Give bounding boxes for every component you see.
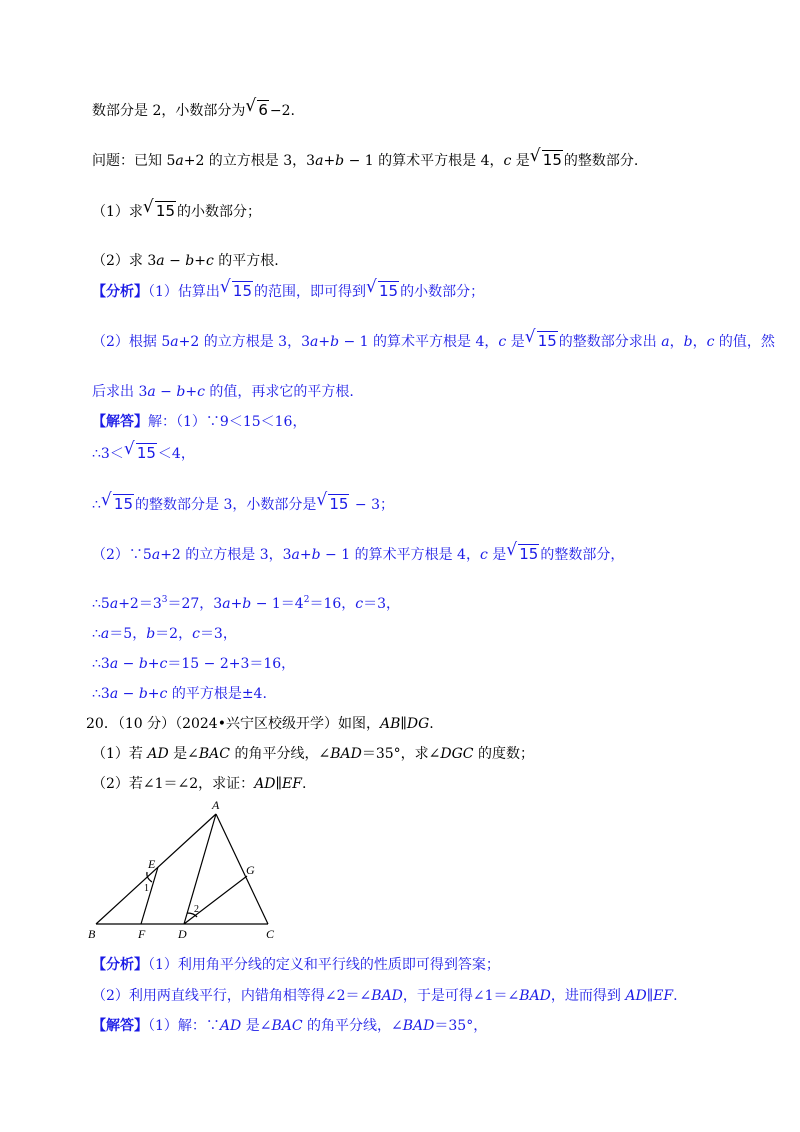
var: a: [109, 686, 119, 702]
var: EF: [282, 776, 302, 792]
var: a: [661, 334, 670, 350]
text: 后求出 3: [92, 384, 148, 400]
text: ∴3＜: [92, 446, 124, 462]
var: b: [176, 384, 186, 400]
text: − 3；: [350, 497, 395, 513]
label-d: D: [178, 927, 187, 941]
text: − 1 的算术平方根是 4，: [339, 334, 499, 350]
exponent: 2: [303, 595, 310, 605]
text: −: [118, 686, 139, 702]
sqrt-15: [526, 331, 558, 351]
text: 是∠: [168, 746, 199, 762]
line-ad: [184, 814, 216, 924]
var: a: [147, 384, 156, 400]
label-angle-1: 1: [144, 883, 149, 894]
text: ∴3: [92, 656, 110, 672]
solution-line-5: [92, 594, 400, 614]
var: b: [185, 253, 195, 269]
var: c: [479, 547, 488, 563]
solution-line-3: [92, 494, 394, 515]
var: c: [205, 253, 214, 269]
text: （1）估算出: [148, 284, 220, 300]
analysis-line-1: [92, 281, 484, 302]
var: a: [309, 334, 319, 350]
text: 的整数部分，: [540, 547, 625, 563]
var: b: [330, 334, 340, 350]
text: +: [194, 253, 206, 269]
problem-statement: [92, 150, 638, 171]
var: c: [197, 384, 205, 400]
text: ∴: [92, 497, 101, 513]
var: c: [706, 334, 715, 350]
text: 的平方根.: [213, 253, 279, 269]
label-f: F: [138, 927, 146, 941]
var: c: [498, 334, 507, 350]
solution-line-4: [92, 544, 624, 565]
text: ，: [692, 334, 707, 350]
var: AD: [147, 746, 169, 762]
var: c: [503, 153, 512, 169]
text: ，于是可得∠1＝∠: [402, 988, 520, 1004]
radicand: 15: [537, 332, 557, 350]
var: b: [242, 596, 252, 612]
var: a: [315, 153, 324, 169]
text: 是: [506, 334, 525, 350]
text: 的整数部分求出: [558, 334, 662, 350]
text: +: [230, 596, 243, 612]
text: +2 的立方根是 3，3: [160, 547, 292, 563]
text: ，进而得到: [550, 988, 626, 1004]
text: +: [147, 656, 160, 672]
var: a: [151, 547, 161, 563]
sqrt-15: [102, 494, 134, 514]
solution-line-8: [92, 684, 267, 704]
radicand: 15: [519, 545, 539, 563]
geometry-figure: [84, 796, 304, 946]
text: ＝35°，求∠: [361, 746, 441, 762]
text: −: [118, 656, 139, 672]
text: ＝27，3: [167, 596, 223, 612]
var: BAC: [271, 1018, 303, 1034]
sqrt-15: [531, 150, 563, 170]
text: 的平方根是±4.: [167, 686, 267, 702]
var: a: [175, 153, 184, 169]
sqrt-15: [507, 544, 539, 564]
text: +2 的立方根是 3，3: [183, 153, 316, 169]
text: ∴3: [92, 686, 110, 702]
var: c: [159, 656, 168, 672]
text: （2）∵5: [92, 547, 152, 563]
text: 是: [511, 153, 530, 169]
text: +: [323, 153, 336, 169]
text: −2.: [269, 103, 295, 119]
text: （1）解：∵: [148, 1018, 220, 1034]
text: 的小数部分；: [400, 284, 485, 300]
analysis-line-3: [92, 382, 354, 402]
text: 的范围，即可得到: [254, 284, 367, 300]
text: 的整数部分.: [563, 153, 639, 169]
var: BAD: [402, 1018, 435, 1034]
var: DGC: [440, 746, 474, 762]
sqrt-15: [367, 281, 399, 301]
sqrt-15: [144, 201, 176, 221]
text: ＝16，: [309, 596, 356, 612]
radicand: 15: [329, 495, 349, 513]
text: ∴: [92, 626, 101, 642]
var: BAD: [330, 746, 362, 762]
text-line-1: [92, 100, 295, 121]
var: b: [138, 656, 148, 672]
text: ＝2，: [155, 626, 193, 642]
var: a: [156, 253, 165, 269]
text: ∥: [275, 776, 282, 792]
var: a: [291, 547, 300, 563]
var: b: [311, 547, 321, 563]
var: a: [170, 334, 179, 350]
text: ＝15 − 2+3＝16，: [167, 656, 296, 672]
text: +2＝3: [118, 596, 162, 612]
var: b: [683, 334, 693, 350]
var: AD: [625, 988, 647, 1004]
var: a: [109, 596, 119, 612]
radicand: 15: [113, 495, 134, 513]
text: （1）求: [92, 204, 143, 220]
text: − 1＝4: [251, 596, 304, 612]
var: b: [146, 626, 156, 642]
var: AD: [219, 1018, 242, 1034]
text: − 1 的算术平方根是 4，: [320, 547, 480, 563]
text: 20．（10 分）（2024•兴宁区校级开学）如图，: [86, 716, 380, 732]
text: .: [301, 776, 307, 792]
text: ＝35°，: [434, 1018, 488, 1034]
text: ＜4，: [157, 446, 195, 462]
question-20-part-1: [92, 744, 534, 764]
var: BAC: [198, 746, 231, 762]
label-a: A: [212, 798, 220, 812]
var: BAD: [371, 988, 403, 1004]
text: +: [318, 334, 331, 350]
radicand: 15: [379, 282, 399, 300]
var: a: [222, 596, 231, 612]
label-angle-2: 2: [194, 904, 199, 915]
part-2-question: [92, 251, 279, 271]
text: −: [155, 384, 177, 400]
part-1-question: [92, 201, 261, 222]
text: （2）根据 5: [92, 334, 171, 350]
label-e: E: [148, 857, 156, 871]
text: 的角平分线，∠: [230, 746, 331, 762]
text: 是∠: [241, 1018, 272, 1034]
sqrt-6: [246, 100, 269, 120]
text: 的值，然: [714, 334, 775, 350]
solution-line-7: [92, 654, 295, 674]
var: a: [109, 656, 119, 672]
solution-line-6: [92, 624, 237, 644]
text: .: [673, 988, 678, 1004]
var: AB: [379, 716, 401, 732]
var: a: [100, 626, 110, 642]
q20-analysis-line-2: [92, 986, 678, 1006]
text: 解：（1）∵9＜15＜16，: [148, 414, 307, 430]
radicand: 15: [136, 444, 156, 462]
sqrt-15: [317, 494, 349, 514]
exponent: 3: [161, 595, 168, 605]
analysis-tag: 【分析】: [92, 957, 148, 973]
q20-analysis-line-1: [92, 955, 500, 975]
var: EF: [653, 988, 674, 1004]
question-20-part-2: [92, 774, 306, 794]
text: +: [299, 547, 312, 563]
label-b: B: [88, 927, 96, 941]
text: （1）若: [92, 746, 148, 762]
text: 的角平分线，∠: [302, 1018, 403, 1034]
text: 数部分是 2，小数部分为: [92, 103, 246, 119]
var: b: [335, 153, 345, 169]
radicand: 15: [232, 282, 253, 300]
text: − 1 的算术平方根是 4，: [344, 153, 504, 169]
analysis-line-2: [92, 331, 775, 352]
solution-tag: 【解答】: [92, 414, 148, 430]
sqrt-15: [125, 443, 157, 463]
text: 是: [487, 547, 507, 563]
line-ac: [216, 814, 268, 924]
radicand: 15: [542, 151, 562, 169]
text: 的整数部分是 3，小数部分是: [135, 497, 317, 513]
solution-tag: 【解答】: [92, 1018, 148, 1034]
label-c: C: [266, 927, 275, 941]
text: ＝5，: [109, 626, 147, 642]
var: c: [159, 686, 168, 702]
q20-solution-line-1: [92, 1016, 487, 1036]
text: +2 的立方根是 3，3: [178, 334, 310, 350]
sqrt-15: [221, 281, 253, 301]
text: +: [185, 384, 198, 400]
radicand: 6: [258, 101, 268, 119]
text: −: [164, 253, 186, 269]
text: （2）利用两直线平行，内错角相等得∠2＝∠: [92, 988, 372, 1004]
var: AD: [254, 776, 276, 792]
label-g: G: [246, 863, 255, 877]
question-20-header: [86, 714, 434, 734]
text: 的值，再求它的平方根.: [204, 384, 354, 400]
var: b: [138, 686, 148, 702]
text: （2）若∠1＝∠2，求证：: [92, 776, 255, 792]
solution-line-2: [92, 443, 195, 464]
analysis-tag: 【分析】: [92, 284, 148, 300]
text: 的小数部分；: [177, 204, 262, 220]
var: c: [355, 596, 364, 612]
text: 问题：已知 5: [92, 153, 176, 169]
solution-line-1: [92, 412, 306, 432]
text: ∥: [646, 988, 654, 1004]
line-dg: [184, 876, 247, 924]
text: （1）利用角平分线的定义和平行线的性质即可得到答案；: [148, 957, 500, 973]
text: ，: [669, 334, 684, 350]
text: ＝3，: [363, 596, 401, 612]
text: ∴5: [92, 596, 110, 612]
text: ＝3，: [199, 626, 237, 642]
var: c: [192, 626, 200, 642]
text: ∥: [400, 716, 407, 732]
text: +: [147, 686, 160, 702]
text: （2）求 3: [92, 253, 157, 269]
text: .: [429, 716, 434, 732]
radicand: 15: [155, 202, 176, 220]
var: DG: [406, 716, 430, 732]
text: 的度数；: [473, 746, 534, 762]
var: BAD: [519, 988, 551, 1004]
